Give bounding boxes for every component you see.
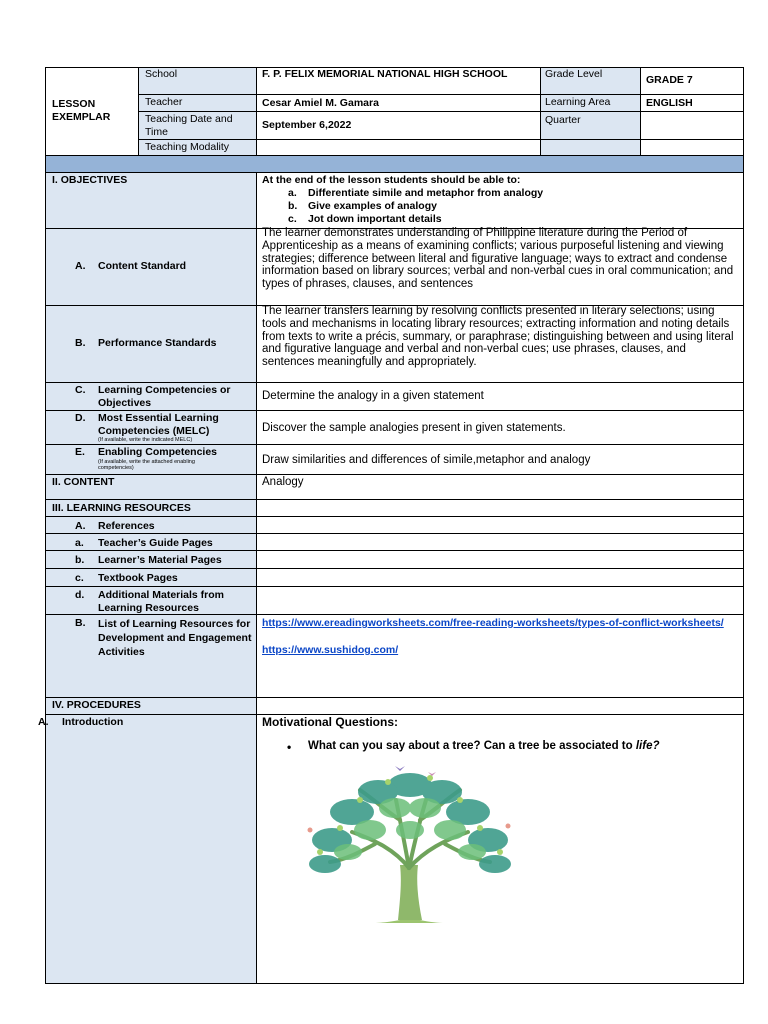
question-emphasis: life? <box>635 740 660 752</box>
objectives-intro: At the end of the lesson students should be able to: <box>262 174 521 186</box>
learning-resources-label: III. LEARNING RESOURCES <box>52 502 191 514</box>
competencies-marker: C. <box>75 384 86 396</box>
melc-marker: D. <box>75 412 86 424</box>
bullet-icon: • <box>287 740 292 754</box>
competencies-value: Determine the analogy in a given statement <box>262 390 484 402</box>
objective-marker-a: a. <box>288 187 297 199</box>
tree-illustration <box>300 760 520 925</box>
teaching-date-value: September 6,2022 <box>262 119 352 131</box>
competencies-label: Learning Competencies or Objectives <box>98 384 231 409</box>
teacher-label: Teacher <box>145 96 183 108</box>
school-value: F. P. FELIX MEMORIAL NATIONAL HIGH SCHOOL <box>262 68 508 80</box>
learning-area-value: ENGLISH <box>646 97 693 109</box>
resource-learners-material: Learner’s Material Pages <box>98 554 222 566</box>
introduction-marker: A. <box>38 716 49 728</box>
objective-item-c: Jot down important details <box>308 213 442 225</box>
content-value: Analogy <box>262 476 304 488</box>
section-band <box>45 155 744 172</box>
resource-marker: A. <box>75 520 86 532</box>
resource-marker: c. <box>75 572 84 584</box>
objective-item-a: Differentiate simile and metaphor from analogy <box>308 187 544 199</box>
content-label: II. CONTENT <box>52 476 115 488</box>
resource-teachers-guide: Teacher’s Guide Pages <box>98 537 213 549</box>
melc-note: (If available, write the indicated MELC) <box>98 437 193 443</box>
learning-area-label: Learning Area <box>545 96 611 108</box>
resource-references: References <box>98 520 155 532</box>
motivational-title: Motivational Questions: <box>262 715 399 729</box>
objective-item-b: Give examples of analogy <box>308 200 437 212</box>
enabling-note: (If available, write the attached enabling competencies) <box>98 459 195 471</box>
school-label: School <box>145 68 178 80</box>
resource-marker: d. <box>75 589 85 601</box>
performance-standards-text: The learner transfers learning by resolving conflicts presented in literary selections; using tools and mechanisms in locating library resources; extracting information and noting details from texts to write a précis, summary, or paraphrase; distinguishing between and using literal and figurative language and verbal and non-verbal cues; use phrases, clauses, and sentences meaningfully and appropriately. <box>262 305 734 369</box>
resource-link-ereading[interactable]: https://www.ereadingworksheets.com/free-reading-worksheets/types-of-conflict-worksheets/ <box>262 617 724 629</box>
introduction-label: Introduction <box>62 716 124 728</box>
resource-textbook: Textbook Pages <box>98 572 178 584</box>
motivational-question <box>308 740 660 753</box>
resource-link-sushidog[interactable]: https://www.sushidog.com/ <box>262 644 399 656</box>
objective-marker-b: b. <box>288 200 298 212</box>
teaching-modality-label: Teaching Modality <box>145 141 230 153</box>
content-standard-marker: A. <box>75 260 86 272</box>
content-standard-text: The learner demonstrates understanding of Philippine literature during the Period of Apprenticeship as a means of examining conflicts; various purposeful listening and viewing strategies; difference between literal and figurative language; ways to extract and condense information based on library sources; verbal and non-verbal cues in oral communication; and types of phrases, clauses, and sentences <box>262 227 734 291</box>
objectives-label: I. OBJECTIVES <box>52 174 128 186</box>
teaching-date-label: Teaching Date and Time <box>145 113 233 138</box>
enabling-marker: E. <box>75 446 85 458</box>
question-text: What can you say about a tree? Can a tree be associated to <box>308 740 636 752</box>
melc-label: Most Essential Learning Competencies (MELC) <box>98 412 219 437</box>
objective-marker-c: c. <box>288 213 297 225</box>
teacher-value: Cesar Amiel M. Gamara <box>262 97 379 109</box>
resource-marker: b. <box>75 554 85 566</box>
content-standard-label: Content Standard <box>98 260 187 272</box>
resource-list-label: List of Learning Resources for Development and Engagement Activities <box>98 618 252 658</box>
performance-standards-marker: B. <box>75 337 86 349</box>
resource-list-marker: B. <box>75 617 86 629</box>
performance-standards-label: Performance Standards <box>98 337 217 349</box>
lesson-exemplar-label: LESSON EXEMPLAR <box>52 98 111 123</box>
resource-marker: a. <box>75 537 84 549</box>
melc-value: Discover the sample analogies present in given statements. <box>262 422 566 434</box>
grade-level-label: Grade Level <box>545 68 603 80</box>
grade-level-value: GRADE 7 <box>646 74 693 86</box>
enabling-label: Enabling Competencies <box>98 446 218 458</box>
enabling-value: Draw similarities and differences of simile,metaphor and analogy <box>262 454 591 466</box>
procedures-label: IV. PROCEDURES <box>52 699 141 711</box>
resource-additional-materials: Additional Materials from Learning Resources <box>98 589 225 614</box>
quarter-label: Quarter <box>545 114 581 126</box>
